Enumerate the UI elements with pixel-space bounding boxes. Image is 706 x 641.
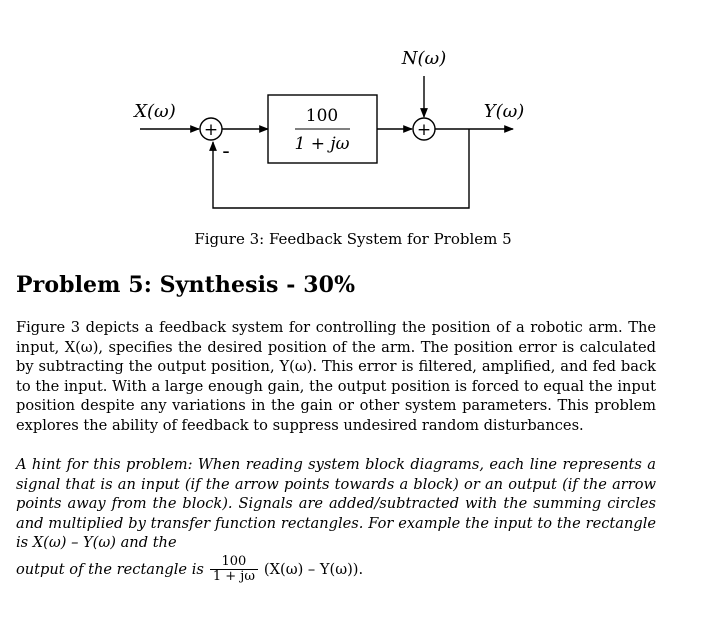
figure-caption: Figure 3: Feedback System for Problem 5 — [194, 230, 512, 248]
hint-fraction-denominator: 1 + jω — [210, 569, 258, 584]
input-label: X(ω) — [134, 101, 176, 122]
summing-junction-1-minus: – — [222, 144, 230, 160]
hint-fraction-numerator: 100 — [221, 553, 247, 569]
summing-junction-1-plus: + — [203, 120, 219, 140]
output-label: Y(ω) — [483, 101, 525, 122]
hint-fraction — [210, 555, 258, 584]
hint-text: A hint for this problem: When reading system block diagrams, each line represents a signal that is an input (if the arrow points towards a block) or an output (if the arrow points away from the block). Signals are added/subtracted with the summing circles and multiplied by transfer function rectangles. For example the input to the rectangle is X(ω) – Y(ω) and the — [16, 456, 656, 552]
noise-label: N(ω) — [401, 48, 447, 69]
hint-last-line — [16, 555, 363, 584]
hint-last-prefix: output of the rectangle is — [16, 560, 204, 578]
feedback-block-diagram — [0, 0, 706, 230]
hint-paragraph — [16, 455, 656, 584]
hint-last-suffix: (X(ω) – Y(ω)). — [263, 560, 364, 578]
problem-heading: Problem 5: Synthesis - 30% — [16, 272, 356, 298]
problem-paragraph: Figure 3 depicts a feedback system for controlling the position of a robotic arm. The input, X(ω), specifies the desired position of the arm. The position error is calculated by subtracting the output position, Y(ω). This error is filtered, amplified, and fed back to the input. With a large enough gain, the output position is forced to equal the input position despite any variations in the gain or other system parameters. This problem explores the ability of feedback to suppress undesired random disturbances. — [16, 319, 656, 434]
transfer-function-denominator: 1 + jω — [294, 134, 350, 154]
transfer-function-numerator: 100 — [305, 106, 339, 126]
summing-junction-2-plus: + — [416, 120, 432, 140]
